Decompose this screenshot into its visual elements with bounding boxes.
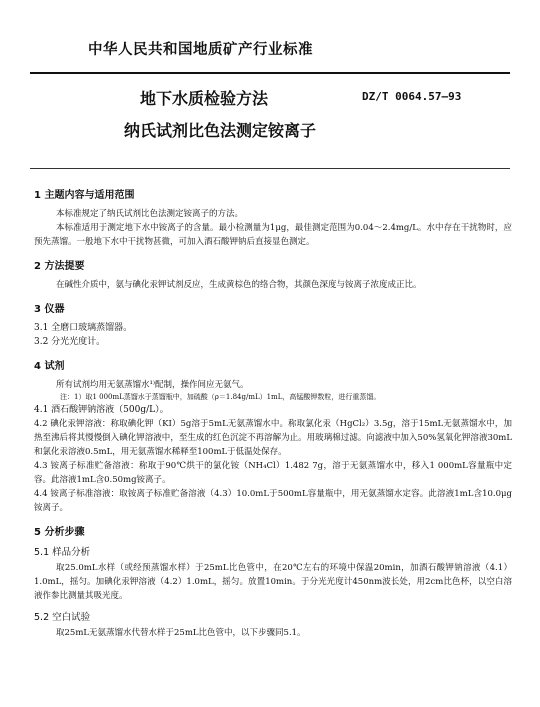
section-5-1-paragraph: 取25.0mL水样（或经预蒸馏水样）于25mL比色管中，在20℃左右的环境中保温20min，加酒石酸钾钠溶液（4.1）1.0mL，摇匀。加碘化汞钾溶液（4.2）1.0mL，摇匀。放置10min。于分光光度计450nm波长处，用2cm比色杯，以空白溶液作参比测量其吸光度。	[34, 563, 512, 601]
section-heading-2: 2 方法提要	[34, 261, 85, 272]
subsection-5-1: 5.1 样品分析	[34, 547, 91, 558]
section-heading-1: 1 主题内容与适用范围	[34, 190, 135, 201]
title-rule	[30, 168, 510, 169]
subsection-5-2: 5.2 空白试验	[34, 612, 91, 623]
document-body	[34, 178, 512, 640]
section-heading-3: 3 仪器	[34, 304, 65, 315]
section-4-item-1: 4.1 酒石酸钾钠溶液（500g/L）。	[34, 405, 169, 415]
section-1-paragraph-2: 本标准适用于测定地下水中铵离子的含量。最小检测量为1μg，最佳测定范围为0.04～2.4mg/L。水中存在干扰物时，应预先蒸馏。一般地下水中干扰物甚微，可加入酒石酸钾钠后直接显色测定。	[34, 223, 512, 247]
section-1-paragraph-1: 本标准规定了纳氏试剂比色法测定铵离子的方法。	[56, 209, 244, 219]
document-title-line1: 地下水质检验方法	[140, 89, 269, 108]
section-5-2-paragraph: 取25mL无氨蒸馏水代替水样于25mL比色管中，以下步骤同5.1。	[56, 628, 306, 638]
standard-code: DZ/T 0064.57—93	[362, 90, 462, 103]
section-heading-4: 4 试剂	[34, 361, 65, 372]
section-4-paragraph-1: 所有试剂均用无氨蒸馏水¹⁾配制，操作间应无氨气。	[56, 380, 249, 390]
standard-header: 中华人民共和国地质矿产行业标准	[88, 42, 313, 58]
section-4-item-4: 4.4 铵离子标准溶液：取铵离子标准贮备溶液（4.3）10.0mL于500mL容量瓶中，用无氨蒸馏水定容。此溶液1mL含10.0μg铵离子。	[34, 489, 512, 513]
section-4-item-3: 4.3 铵离子标准贮备溶液：称取于90℃烘干的氯化铵（NH₄Cl）1.482 7g，溶于无氨蒸馏水中，移入1 000mL容量瓶中定容。此溶液1mL含0.50mg铵离子。	[34, 461, 512, 485]
section-3-item-2: 3.2 分光光度计。	[34, 337, 106, 347]
document-title-line2: 纳氏试剂比色法测定铵离子	[124, 121, 317, 140]
header-rule	[30, 72, 510, 74]
section-4-item-2: 4.2 碘化汞钾溶液：称取碘化钾（KI）5g溶于5mL无氨蒸馏水中。称取氯化汞（HgCl₂）3.5g，溶于15mL无氨蒸馏水中，加热至沸后将其慢慢倒入碘化钾溶液中，至生成的红色沉淀不再溶解为止。用玻璃棉过滤。向滤液中加入50%氢氧化钾溶液30mL和氯化汞溶液0.5mL，用无氨蒸馏水稀释至100mL于低温处保存。	[34, 419, 512, 457]
section-3-item-1: 3.1 全磨口玻璃蒸馏器。	[34, 323, 133, 333]
section-heading-5: 5 分析步骤	[34, 527, 85, 538]
section-4-note: 注：1）取1 000mL蒸馏水于蒸馏瓶中，加硫酸（ρ＝1.84g/mL）1mL，高锰酸钾数粒，进行重蒸馏。	[60, 393, 381, 401]
section-2-paragraph-1: 在碱性介质中，氨与碘化汞钾试剂反应，生成黄棕色的络合物，其颜色深度与铵离子浓度成正比。	[56, 280, 422, 290]
